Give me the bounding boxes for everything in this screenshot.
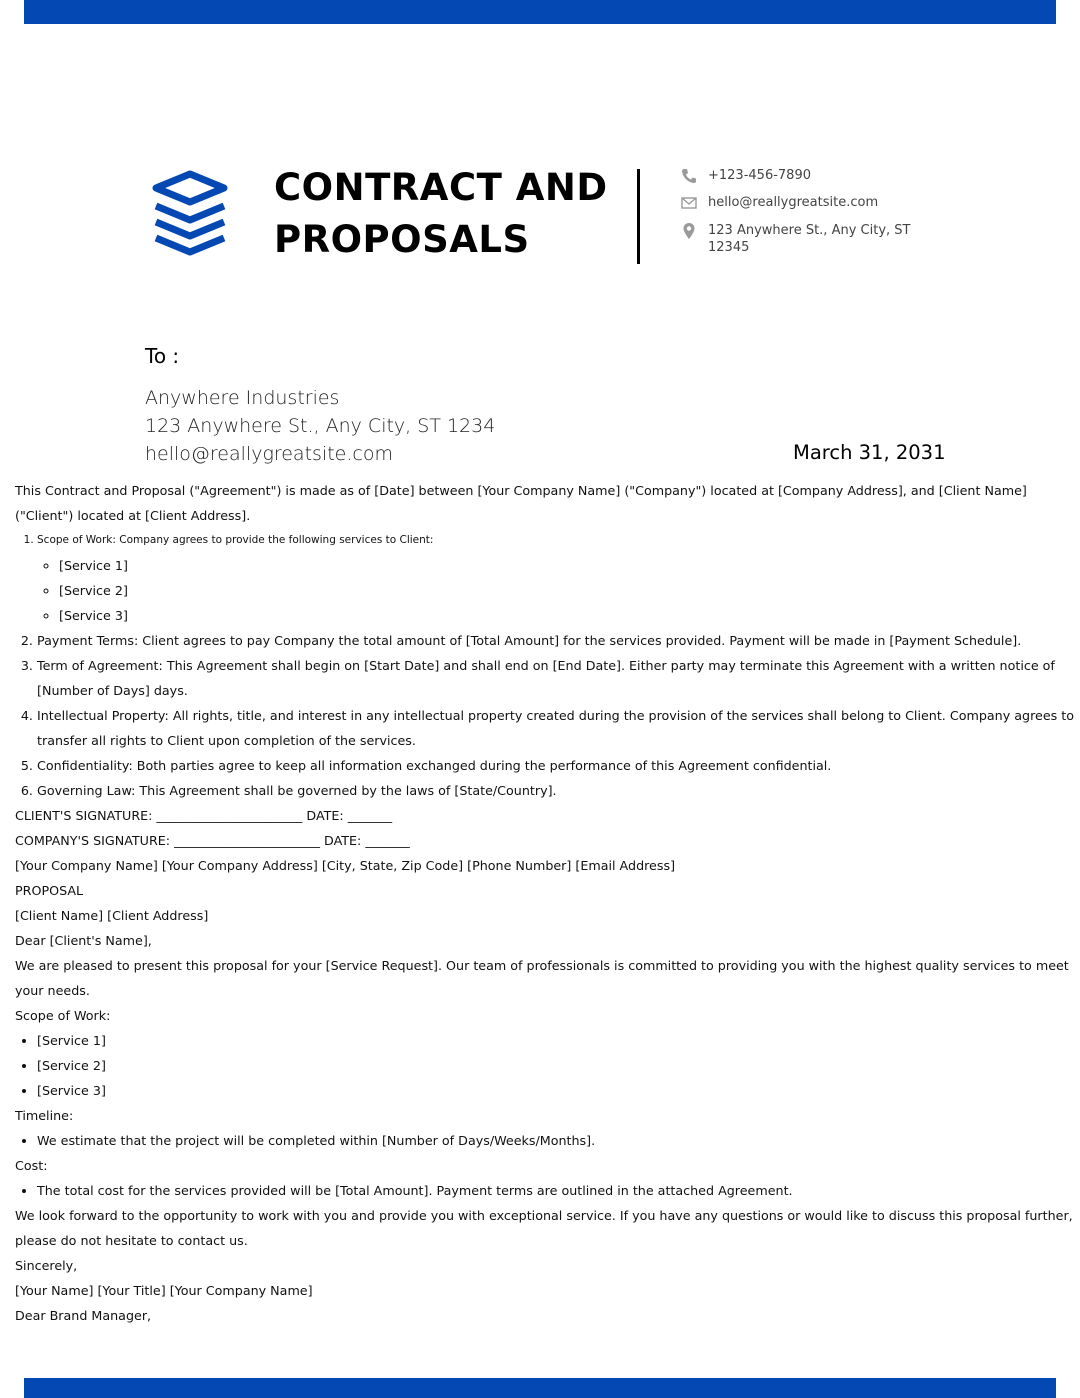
last-line: Dear Brand Manager, bbox=[15, 1308, 152, 1323]
clause-item: 6. Governing Law: This Agreement shall be governed by the laws of [State/Country]. bbox=[37, 778, 1078, 803]
sign-off: [Your Name] [Your Title] [Your Company Name] bbox=[15, 1283, 313, 1298]
clause-text: Scope of Work: Company agrees to provide the following services to Client: bbox=[37, 534, 434, 546]
recipient-block bbox=[145, 384, 495, 468]
client-details: [Client Name] [Client Address] bbox=[15, 908, 209, 923]
scope-service-item: • [Service 2] bbox=[37, 1053, 1078, 1078]
service-item: ◦ [Service 2] bbox=[59, 578, 1078, 603]
clause-item: 5. Confidentiality: Both parties agree to keep all information exchanged during the performance of this Agreement confidential. bbox=[37, 753, 1078, 778]
document-body bbox=[15, 478, 1078, 1328]
scope-service-list bbox=[15, 1028, 1078, 1103]
company-signature-line: COMPANY'S SIGNATURE: _______________________ DATE: _______ bbox=[15, 833, 410, 848]
recipient-company: Anywhere Industries bbox=[145, 387, 340, 409]
service-item: ◦ [Service 1] bbox=[59, 553, 1078, 578]
cost-label: Cost: bbox=[15, 1158, 48, 1173]
greeting: Dear [Client's Name], bbox=[15, 933, 152, 948]
bottom-accent-bar bbox=[24, 1378, 1056, 1398]
top-accent-bar bbox=[24, 0, 1056, 24]
timeline-list bbox=[15, 1128, 1078, 1153]
clause-item: 4. Intellectual Property: All rights, title, and interest in any intellectual property created during the provision of the services shall belong to Client. Company agrees to transfer all rights to Client upon completion of the services. bbox=[37, 703, 1078, 753]
mail-icon bbox=[680, 194, 698, 212]
email-text: hello@reallygreatsite.com bbox=[708, 195, 879, 210]
sincerely: Sincerely, bbox=[15, 1258, 78, 1273]
timeline-item: • We estimate that the project will be completed within [Number of Days/Weeks/Months]. bbox=[37, 1128, 1078, 1153]
clause-item: 3. Term of Agreement: This Agreement shall begin on [Start Date] and shall end on [End Date]. Either party may terminate this Agreement with a written notice of [Number of Days] days. bbox=[37, 653, 1078, 703]
service-item: ◦ [Service 3] bbox=[59, 603, 1078, 628]
document-title bbox=[274, 162, 608, 266]
recipient-address: 123 Anywhere St., Any City, ST 1234 bbox=[145, 415, 496, 437]
scope-label: Scope of Work: bbox=[15, 1008, 111, 1023]
proposal-heading: PROPOSAL bbox=[15, 883, 84, 898]
cost-item: • The total cost for the services provided will be [Total Amount]. Payment terms are outlined in the attached Agreement. bbox=[37, 1178, 1078, 1203]
company-details: [Your Company Name] [Your Company Address] [City, State, Zip Code] [Phone Number] [Email Address] bbox=[15, 858, 676, 873]
header-divider bbox=[637, 169, 640, 264]
address-line-1: 123 Anywhere St., Any City, ST bbox=[708, 223, 911, 238]
address-line-2: 12345 bbox=[708, 240, 750, 255]
intro-paragraph: This Contract and Proposal ("Agreement") is made as of [Date] between [Your Company Name] ("Company") located at [Company Address], and [Client Name] ("Client") located at [Client Address]. bbox=[15, 483, 1027, 523]
to-label: To : bbox=[145, 344, 180, 368]
clause-item: 2. Payment Terms: Client agrees to pay Company the total amount of [Total Amount] for the services provided. Payment will be made in [Payment Schedule]. bbox=[37, 628, 1078, 653]
scope-service-item: • [Service 1] bbox=[37, 1028, 1078, 1053]
service-list bbox=[37, 553, 1078, 628]
title-line-2: PROPOSALS bbox=[274, 218, 530, 261]
timeline-label: Timeline: bbox=[15, 1108, 74, 1123]
phone-icon bbox=[680, 167, 698, 185]
phone-text: +123-456-7890 bbox=[708, 168, 811, 183]
location-pin-icon bbox=[680, 222, 698, 240]
recipient-email: hello@reallygreatsite.com bbox=[145, 443, 393, 465]
stacked-layers-icon bbox=[148, 168, 232, 260]
title-line-1: CONTRACT AND bbox=[274, 166, 608, 209]
document-date: March 31, 2031 bbox=[793, 441, 946, 464]
agreement-clauses bbox=[15, 528, 1078, 803]
proposal-intro: We are pleased to present this proposal for your [Service Request]. Our team of professionals is committed to providing you with the highest quality services to meet your needs. bbox=[15, 958, 1069, 998]
closing-paragraph: We look forward to the opportunity to work with you and provide you with exceptional service. If you have any questions or would like to discuss this proposal further, please do not hesitate to contact us. bbox=[15, 1208, 1073, 1248]
cost-list bbox=[15, 1178, 1078, 1203]
client-signature-line: CLIENT'S SIGNATURE: _______________________ DATE: _______ bbox=[15, 808, 393, 823]
scope-service-item: • [Service 3] bbox=[37, 1078, 1078, 1103]
clause-item bbox=[37, 528, 1078, 628]
